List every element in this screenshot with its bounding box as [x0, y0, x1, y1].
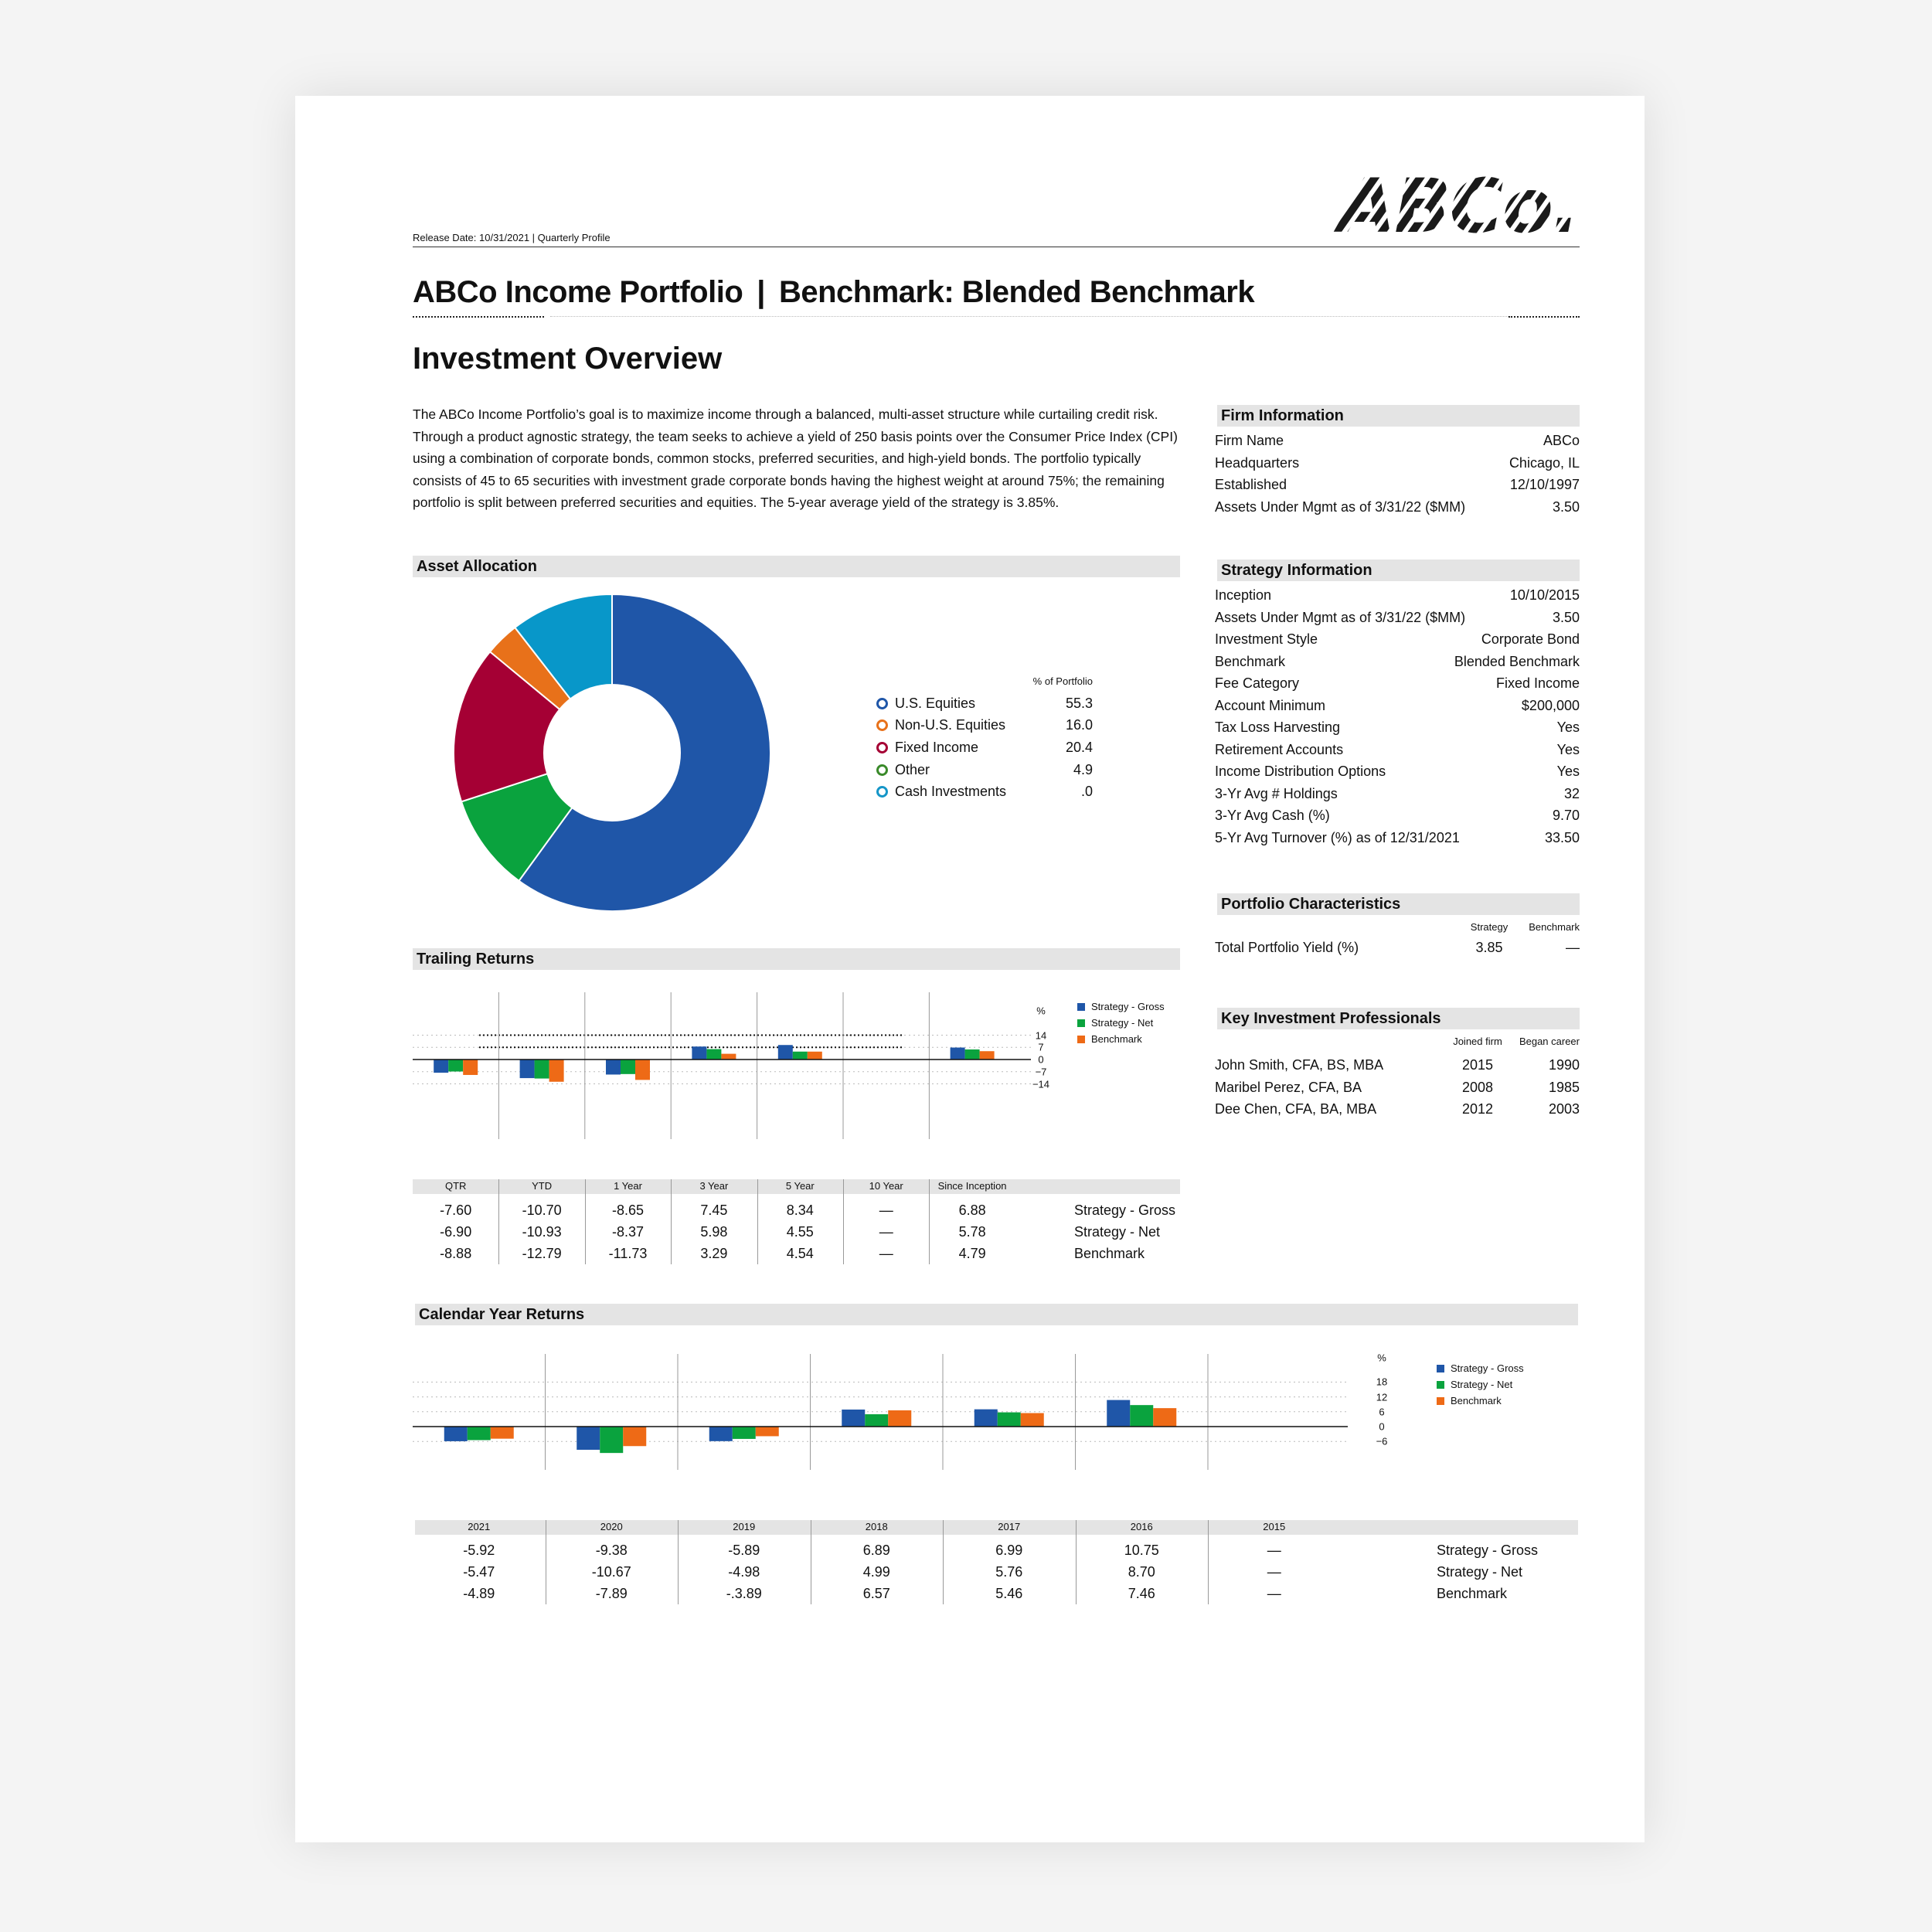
category-label: 3 Year	[699, 1180, 729, 1192]
legend-item	[876, 692, 1093, 715]
legend-swatch-icon	[1437, 1397, 1444, 1405]
category-label: 1 Year	[614, 1180, 642, 1192]
bar-benchmark	[980, 1051, 995, 1060]
firm-info-label: Established	[1215, 477, 1287, 492]
legend-swatch-icon	[1077, 1036, 1085, 1043]
table-column-divider	[1076, 1520, 1077, 1604]
strategy-info-value: 3.50	[1552, 609, 1580, 625]
table-column-divider	[585, 1179, 586, 1264]
strategy-info-row	[1215, 739, 1580, 761]
professional-began: 2003	[1548, 1101, 1580, 1117]
professional-row	[1215, 1054, 1580, 1077]
strategy-info-row	[1215, 584, 1580, 607]
professional-joined: 2015	[1461, 1057, 1494, 1073]
category-label: QTR	[444, 1180, 467, 1192]
return-value: 8.70	[1128, 1564, 1155, 1580]
portfolio-chars-header: Portfolio Characteristics	[1217, 893, 1580, 915]
axis-tick-label: −7	[1035, 1066, 1047, 1078]
bar-benchmark	[721, 1054, 736, 1060]
legend-label: Fixed Income	[895, 739, 979, 755]
legend-swatch-icon	[1437, 1365, 1444, 1372]
bar-benchmark	[463, 1060, 478, 1075]
strategy-info-value: Yes	[1556, 764, 1580, 779]
return-value: -8.37	[611, 1224, 645, 1240]
legend-label: Strategy - Gross	[1091, 1001, 1165, 1012]
category-label: Since Inception	[937, 1180, 1007, 1192]
professional-row	[1215, 1077, 1580, 1099]
professional-joined: 2008	[1461, 1079, 1494, 1095]
return-value: -9.38	[595, 1543, 628, 1558]
strategy-info-value: Corporate Bond	[1481, 631, 1580, 647]
prof-col-joined: Joined firm	[1453, 1036, 1502, 1047]
table-column-divider	[943, 1520, 944, 1604]
category-label: 2018	[865, 1521, 888, 1532]
legend-swatch-icon	[1077, 1003, 1085, 1011]
bar-net	[706, 1049, 721, 1060]
bar-net	[535, 1060, 549, 1079]
bar-gross	[951, 1048, 965, 1060]
firm-info-label: Assets Under Mgmt as of 3/31/22 ($MM)	[1215, 498, 1466, 515]
strategy-info-value: 9.70	[1552, 808, 1580, 823]
axis-tick-label: 18	[1376, 1376, 1388, 1388]
firm-info-value: ABCo	[1543, 433, 1580, 448]
bar-gross	[1107, 1400, 1130, 1427]
bar-net	[600, 1427, 623, 1453]
return-value: —	[879, 1246, 893, 1261]
asset-allocation-donut	[450, 590, 774, 915]
return-value: 5.76	[995, 1564, 1023, 1580]
dotted-rule-left	[413, 316, 544, 318]
page-title	[413, 275, 1254, 310]
return-value: 6.57	[862, 1586, 890, 1601]
return-value: —	[1267, 1586, 1281, 1601]
legend-item	[876, 715, 1093, 737]
legend-item	[1077, 998, 1165, 1015]
professionals-table	[1215, 1054, 1580, 1121]
strategy-info-label: Retirement Accounts	[1215, 741, 1344, 757]
strategy-info-label: 5-Yr Avg Turnover (%) as of 12/31/2021	[1215, 829, 1460, 845]
benchmark-name: Benchmark: Blended Benchmark	[778, 275, 1255, 309]
return-value: -.3.89	[726, 1586, 762, 1601]
return-value: 7.45	[700, 1202, 728, 1218]
strategy-info-table	[1215, 584, 1580, 849]
abco-logo	[1332, 167, 1580, 244]
return-value: 8.34	[786, 1202, 814, 1218]
calendar-returns-chart	[413, 1354, 1348, 1470]
return-value: 4.79	[958, 1246, 986, 1261]
bar-benchmark	[1021, 1413, 1044, 1427]
firm-info-label: Headquarters	[1215, 454, 1300, 471]
axis-tick-label: −6	[1376, 1435, 1388, 1447]
axis-unit: %	[1036, 1005, 1046, 1017]
bar-gross	[577, 1427, 600, 1450]
legend-label: Strategy - Net	[1451, 1379, 1513, 1390]
legend-item	[1077, 1015, 1165, 1031]
legend-item	[1077, 1031, 1165, 1047]
return-value: -4.98	[728, 1564, 760, 1580]
strategy-info-header: Strategy Information	[1217, 560, 1580, 581]
bar-benchmark	[635, 1060, 650, 1080]
legend-ring-icon	[876, 764, 888, 776]
firm-info-label: Firm Name	[1215, 433, 1284, 448]
table-column-divider	[929, 1179, 930, 1264]
axis-tick-label: −14	[1032, 1078, 1050, 1090]
category-label: 10 Year	[869, 1180, 903, 1192]
strategy-info-label: Tax Loss Harvesting	[1215, 719, 1341, 735]
legend-label: Strategy - Gross	[1451, 1362, 1524, 1374]
legend-item	[876, 736, 1093, 759]
strategy-info-row	[1215, 628, 1580, 651]
return-value: 5.98	[700, 1224, 728, 1240]
firm-info-value: 12/10/1997	[1509, 477, 1580, 492]
strategy-info-value: Yes	[1556, 719, 1580, 735]
bar-net	[621, 1060, 635, 1074]
row-series-label: Strategy - Gross	[1074, 1202, 1176, 1218]
bar-net	[793, 1052, 808, 1060]
bar-gross	[842, 1410, 865, 1427]
calendar-category-bar	[415, 1520, 1578, 1535]
professional-row	[1215, 1098, 1580, 1121]
yield-strategy: 3.85	[1475, 940, 1503, 955]
professional-name: John Smith, CFA, BS, MBA	[1215, 1057, 1384, 1073]
bar-gross	[444, 1427, 468, 1441]
legend-ring-icon	[876, 742, 888, 753]
firm-info-value: 3.50	[1552, 498, 1580, 515]
axis-unit: %	[1377, 1352, 1386, 1364]
strategy-info-row	[1215, 607, 1580, 629]
legend-label: Non-U.S. Equities	[895, 717, 1006, 733]
category-label: 2017	[998, 1521, 1021, 1532]
strategy-info-value: $200,000	[1521, 697, 1580, 713]
calendar-legend	[1437, 1360, 1524, 1409]
legend-value: 4.9	[1073, 761, 1093, 777]
legend-ring-icon	[876, 698, 888, 709]
return-value: -6.90	[440, 1224, 472, 1240]
bar-net	[1130, 1405, 1153, 1427]
axis-tick-label: 14	[1035, 1029, 1047, 1041]
bar-gross	[434, 1060, 448, 1073]
table-column-divider	[678, 1520, 679, 1604]
return-value: -5.92	[463, 1543, 495, 1558]
row-series-label: Benchmark	[1437, 1586, 1508, 1601]
professional-began: 1990	[1548, 1057, 1580, 1073]
table-column-divider	[498, 1179, 499, 1264]
chars-col-benchmark: Benchmark	[1529, 921, 1580, 933]
chars-col-strategy: Strategy	[1470, 921, 1509, 933]
return-value: —	[1267, 1564, 1281, 1580]
bar-gross	[692, 1046, 706, 1060]
axis-tick-label: 12	[1376, 1391, 1388, 1403]
return-value: -4.89	[463, 1586, 495, 1601]
strategy-info-label: Benchmark	[1215, 653, 1286, 669]
category-label: 2021	[468, 1521, 491, 1532]
strategy-info-row	[1215, 827, 1580, 849]
firm-info-row	[1215, 430, 1580, 452]
svg-text:ABCo.: ABCo.	[1338, 167, 1579, 244]
strategy-info-label: Income Distribution Options	[1215, 764, 1386, 779]
return-value: -8.65	[611, 1202, 645, 1218]
asset-allocation-legend	[876, 675, 1093, 803]
strategy-info-label: Assets Under Mgmt as of 3/31/22 ($MM)	[1215, 609, 1466, 625]
return-value: -8.88	[440, 1246, 472, 1261]
row-series-label: Strategy - Net	[1074, 1224, 1161, 1240]
legend-label: Other	[895, 761, 930, 777]
return-value: -5.89	[728, 1543, 760, 1558]
return-value: —	[879, 1224, 893, 1240]
row-series-label: Benchmark	[1074, 1246, 1145, 1261]
strategy-info-value: Fixed Income	[1495, 675, 1580, 691]
strategy-info-value: 10/10/2015	[1509, 587, 1580, 603]
bar-gross	[606, 1060, 621, 1074]
bar-benchmark	[491, 1427, 514, 1439]
bar-gross	[975, 1410, 998, 1427]
return-value: -12.79	[522, 1246, 562, 1261]
legend-label: Cash Investments	[895, 784, 1007, 800]
overview-heading: Investment Overview	[413, 342, 723, 376]
profile-page	[295, 96, 1645, 1842]
axis-tick-label: 0	[1038, 1053, 1044, 1066]
strategy-info-value: 32	[1563, 785, 1580, 801]
bar-gross	[520, 1060, 535, 1078]
category-label: 2016	[1130, 1521, 1153, 1532]
bar-net	[965, 1049, 980, 1060]
title-separator: |	[757, 275, 765, 309]
table-column-divider	[671, 1179, 672, 1264]
bar-benchmark	[549, 1060, 564, 1082]
row-series-label: Strategy - Gross	[1437, 1543, 1539, 1558]
bar-gross	[778, 1045, 793, 1060]
return-value: 10.75	[1124, 1543, 1159, 1558]
return-value: 5.46	[995, 1586, 1023, 1601]
return-value: -7.89	[595, 1586, 628, 1601]
firm-info-row	[1215, 452, 1580, 474]
firm-info-row	[1215, 496, 1580, 519]
firm-info-header: Firm Information	[1217, 405, 1580, 427]
return-value: —	[1267, 1543, 1281, 1558]
firm-info-table	[1215, 430, 1580, 518]
legend-item	[876, 781, 1093, 803]
legend-label: U.S. Equities	[895, 695, 976, 711]
return-value: -10.93	[522, 1224, 562, 1240]
professional-name: Maribel Perez, CFA, BA	[1215, 1079, 1362, 1095]
return-value: 5.78	[958, 1224, 986, 1240]
axis-tick-label: 0	[1379, 1420, 1385, 1433]
legend-swatch-icon	[1437, 1381, 1444, 1389]
strategy-info-row	[1215, 760, 1580, 783]
legend-value: .0	[1080, 784, 1093, 800]
legend-value: 20.4	[1065, 739, 1093, 755]
portfolio-name: ABCo Income Portfolio	[413, 275, 743, 309]
yield-label: Total Portfolio Yield (%)	[1215, 940, 1359, 955]
return-value: 4.55	[786, 1224, 814, 1240]
bar-net	[468, 1427, 491, 1440]
legend-ring-icon	[876, 719, 888, 731]
strategy-info-row	[1215, 804, 1580, 827]
return-value: 4.99	[862, 1564, 890, 1580]
dotted-rule-light	[550, 316, 1509, 317]
table-column-divider	[1208, 1520, 1209, 1604]
bar-gross	[709, 1427, 733, 1441]
bar-benchmark	[756, 1427, 779, 1436]
legend-col-header: % of Portfolio	[1032, 675, 1093, 687]
strategy-info-row	[1215, 716, 1580, 739]
bar-net	[865, 1414, 888, 1427]
strategy-info-value: Blended Benchmark	[1454, 653, 1580, 669]
return-value: 7.46	[1128, 1586, 1155, 1601]
category-label: YTD	[532, 1180, 553, 1192]
category-label: 2015	[1263, 1521, 1286, 1532]
firm-info-row	[1215, 474, 1580, 496]
bar-benchmark	[808, 1052, 822, 1060]
axis-tick-label: 6	[1379, 1406, 1385, 1418]
professional-began: 1985	[1548, 1079, 1580, 1095]
legend-label: Benchmark	[1091, 1033, 1142, 1045]
bar-benchmark	[1153, 1408, 1176, 1427]
row-series-label: Strategy - Net	[1437, 1564, 1523, 1580]
calendar-returns-header: Calendar Year Returns	[415, 1304, 1578, 1325]
table-column-divider	[757, 1179, 758, 1264]
strategy-info-label: 3-Yr Avg Cash (%)	[1215, 808, 1330, 823]
return-value: 6.99	[995, 1543, 1023, 1558]
prof-col-began: Began career	[1519, 1036, 1580, 1047]
strategy-info-row	[1215, 672, 1580, 695]
strategy-info-row	[1215, 651, 1580, 673]
return-value: 6.89	[862, 1543, 890, 1558]
return-value: -7.60	[440, 1202, 472, 1218]
bar-benchmark	[623, 1427, 646, 1446]
strategy-info-row	[1215, 783, 1580, 805]
bar-net	[448, 1060, 463, 1072]
category-label: 5 Year	[785, 1180, 815, 1192]
strategy-info-label: Investment Style	[1215, 631, 1318, 647]
legend-value: 55.3	[1065, 695, 1093, 711]
category-label: 2020	[600, 1521, 623, 1532]
legend-item	[1437, 1360, 1524, 1376]
category-label: 2019	[733, 1521, 756, 1532]
dotted-rule-right	[1509, 316, 1580, 318]
professionals-header: Key Investment Professionals	[1217, 1008, 1580, 1029]
legend-ring-icon	[876, 786, 888, 798]
table-column-divider	[843, 1179, 844, 1264]
legend-item	[1437, 1393, 1524, 1409]
overview-text: The ABCo Income Portfolio’s goal is to maximize income through a balanced, multi-asset structure while curtailing credit risk. Through a product agnostic strategy, the team seeks to achieve a yield of 250 basis points over the Consumer Price Index (CPI) using a combination of corporate bonds, common stocks, preferred securities, and high-yield bonds. The portfolio typically consists of 45 to 65 securities with investment grade corporate bonds having the highest weight at around 75%; the remaining portfolio is split between preferred securities and equities. The 5-year average yield of the strategy is 3.85%.	[413, 406, 1178, 510]
asset-allocation-header: Asset Allocation	[413, 556, 1180, 577]
return-value: 4.54	[786, 1246, 814, 1261]
legend-label: Strategy - Net	[1091, 1017, 1154, 1029]
firm-info-value: Chicago, IL	[1509, 454, 1580, 471]
axis-tick-label: 7	[1038, 1041, 1044, 1053]
strategy-info-value: 33.50	[1544, 829, 1580, 845]
return-value: 6.88	[958, 1202, 986, 1218]
bar-benchmark	[888, 1410, 911, 1427]
legend-item	[1437, 1376, 1524, 1393]
strategy-info-label: 3-Yr Avg # Holdings	[1215, 785, 1338, 801]
bar-net	[733, 1427, 756, 1439]
return-value: -10.70	[522, 1202, 562, 1218]
professional-name: Dee Chen, CFA, BA, MBA	[1215, 1101, 1377, 1117]
strategy-info-row	[1215, 695, 1580, 717]
trailing-returns-chart	[413, 992, 1031, 1139]
return-value: -10.67	[591, 1564, 631, 1580]
strategy-info-label: Fee Category	[1215, 675, 1300, 691]
strategy-info-label: Account Minimum	[1215, 697, 1326, 713]
bar-net	[998, 1413, 1021, 1427]
return-value: 3.29	[700, 1246, 728, 1261]
release-date: Release Date: 10/31/2021 | Quarterly Profile	[413, 232, 611, 243]
strategy-info-value: Yes	[1556, 741, 1580, 757]
trailing-legend	[1077, 998, 1165, 1047]
legend-value: 16.0	[1065, 717, 1093, 733]
legend-label: Benchmark	[1451, 1395, 1502, 1406]
legend-item	[876, 759, 1093, 781]
return-value: -11.73	[608, 1246, 648, 1261]
return-value: —	[879, 1202, 893, 1218]
legend-swatch-icon	[1077, 1019, 1085, 1027]
yield-benchmark: —	[1566, 940, 1580, 955]
return-value: -5.47	[463, 1564, 495, 1580]
professional-joined: 2012	[1461, 1101, 1494, 1117]
strategy-info-label: Inception	[1215, 587, 1272, 603]
trailing-returns-header: Trailing Returns	[413, 948, 1180, 970]
